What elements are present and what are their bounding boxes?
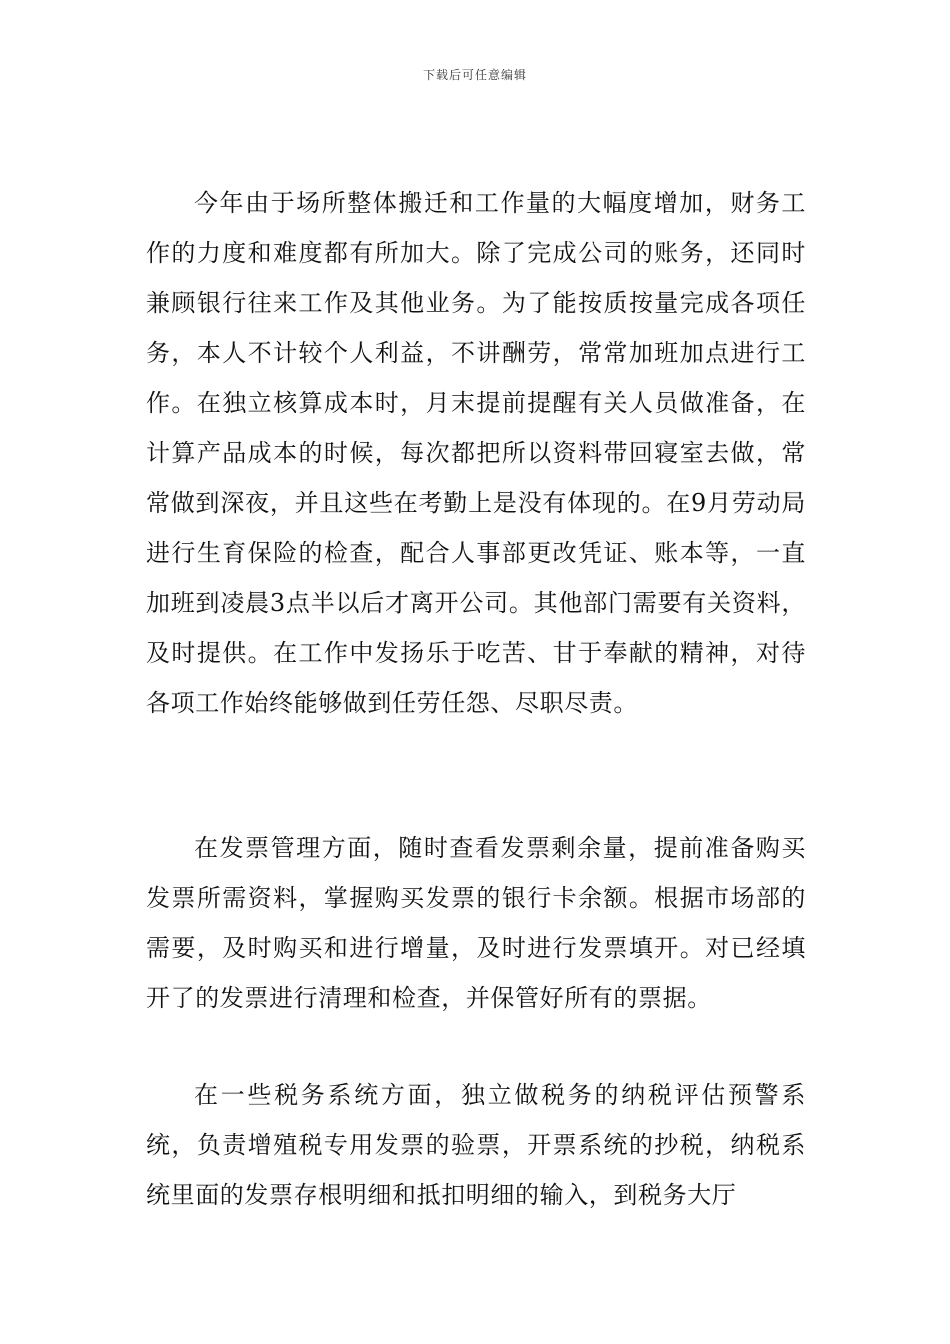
paragraph-3: 在一些税务系统方面，独立做税务的纳税评估预警系统，负责增殖税专用发票的验票，开票系统的抄税，纳税系统里面的发票存根明细和抵扣明细的输入，到税务大厅 bbox=[146, 1081, 806, 1209]
header-note: 下载后可任意编辑 bbox=[422, 68, 527, 82]
paragraph-2-container bbox=[146, 823, 806, 1023]
paragraph-1-container bbox=[146, 178, 806, 728]
paragraph-2: 在发票管理方面，随时查看发票剩余量，提前准备购买发票所需资料，掌握购买发票的银行卡余额。根据市场部的需要，及时购买和进行增量，及时进行发票填开。对已经填开了的发票进行清理和检查，并保管好所有的票据。 bbox=[146, 834, 806, 1012]
paragraph-1: 今年由于场所整体搬迁和工作量的大幅度增加，财务工作的力度和难度都有所加大。除了完成公司的账务，还同时兼顾银行往来工作及其他业务。为了能按质按量完成各项任务，本人不计较个人利益，不讲酬劳，常常加班加点进行工作。在独立核算成本时，月末提前提醒有关人员做准备，在计算产品成本的时候，每次都把所以资料带回寝室去做，常常做到深夜，并且这些在考勤上是没有体现的。在9月劳动局进行生育保险的检查，配合人事部更改凭证、账本等，一直加班到凌晨3点半以后才离开公司。其他部门需要有关资料，及时提供。在工作中发扬乐于吃苦、甘于奉献的精神，对待各项工作始终能够做到任劳任怨、尽职尽责。 bbox=[146, 189, 806, 717]
paragraph-3-container bbox=[146, 1070, 806, 1220]
